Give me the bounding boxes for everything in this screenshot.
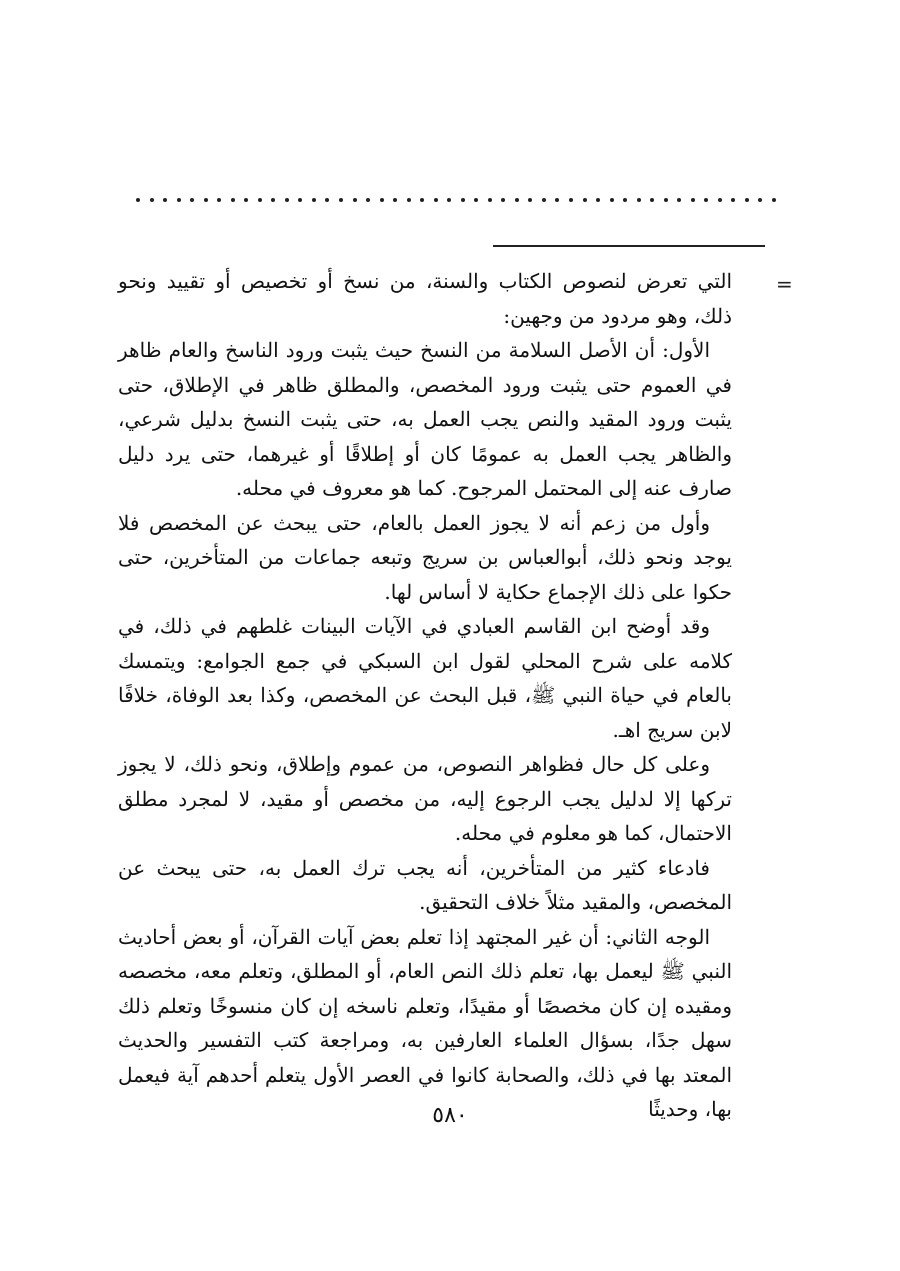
footnote-paragraph: التي تعرض لنصوص الكتاب والسنة، من نسخ أو تخصيص أو تقييد ونحو ذلك، وهو مردود من وجهين: xyxy=(118,269,732,328)
footnote-paragraph: وأول من زعم أنه لا يجوز العمل بالعام، حتى يبحث عن المخصص فلا يوجد ونحو ذلك، أبوالعباس بن سريج وتبعه جماعات من المتأخرين، حتى حكوا على ذلك الإجماع حكاية لا أساس لها. xyxy=(118,510,732,604)
footnote-separator-line xyxy=(493,245,765,247)
footnote-text xyxy=(118,264,732,1127)
section-dotted-divider xyxy=(136,197,776,203)
footnote-paragraph: الأول: أن الأصل السلامة من النسخ حيث يثبت ورود الناسخ والعام ظاهر في العموم حتى يثبت ورود المخصص، والمطلق ظاهر في الإطلاق، حتى يثبت ورود المقيد والنص يجب العمل به، حتى يثبت النسخ بدليل شرعي، والظاهر يجب العمل به عمومًا كان أو إطلاقًا أو غيرهما، حتى يرد دليل صارف عنه إلى المحتمل المرجوح. كما هو معروف في محله. xyxy=(118,338,732,500)
footnote-paragraph: فادعاء كثير من المتأخرين، أنه يجب ترك العمل به، حتى يبحث عن المخصص، والمقيد مثلاً خلاف التحقيق. xyxy=(118,855,732,914)
page-number: ٥٨٠ xyxy=(432,1103,468,1128)
footnote-paragraph: وقد أوضح ابن القاسم العبادي في الآيات البينات غلطهم في ذلك، في كلامه على شرح المحلي لقول ابن السبكي في جمع الجوامع: ويتمسك بالعام في حياة النبي ﷺ، قبل البحث عن المخصص، وكذا بعد الوفاة، خلافًا لابن سريج اهـ. xyxy=(118,614,732,742)
footnote-paragraph: الوجه الثاني: أن غير المجتهد إذا تعلم بعض آيات القرآن، أو بعض أحاديث النبي ﷺ ليعمل بها، تعلم ذلك النص العام، أو المطلق، وتعلم معه، مخصصه ومقيده إن كان مخصصًا أو مقيدًا، وتعلم ناسخه إن كان منسوخًا وتعلم ذلك سهل جدًا، بسؤال العلماء العارفين به، ومراجعة كتب التفسير والحديث المعتد بها في ذلك، والصحابة كانوا في العصر الأول يتعلم أحدهم آية فيعمل بها، وحديثًا xyxy=(118,924,732,1121)
footnote-continuation-mark: = xyxy=(776,272,793,296)
footnote-paragraph: وعلى كل حال فظواهر النصوص، من عموم وإطلاق، ونحو ذلك، لا يجوز تركها إلا لدليل يجب الرجوع إليه، من مخصص أو مقيد، لا لمجرد مطلق الاحتمال، كما هو معلوم في محله. xyxy=(118,752,732,845)
